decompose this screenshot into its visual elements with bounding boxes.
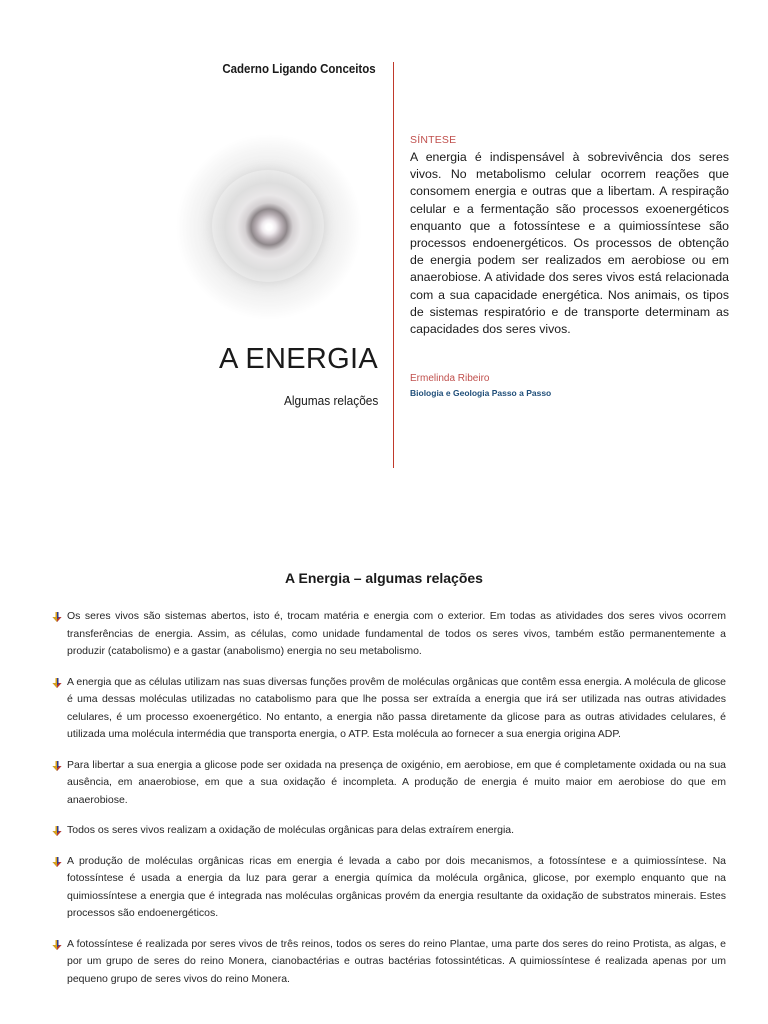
arrow-down-bullet-icon bbox=[51, 825, 63, 837]
list-item-text: A energia que as células utilizam nas suas diversas funções provêm de moléculas orgânicas que contêm essa energia. A molécula de glicose é uma dessas moléculas utilizadas no catabolismo para que lhe possa ser extraída a energia que irá ser utilizada nas outras atividades celulares, é um processo exoenergético. No entanto, a energia não passa diretamente da glicose para as outras atividades celulares, é utilizada uma molécula intermédia que transporta energia, o ATP. Esta molécula ao fornecer a sua energia origina ADP. bbox=[67, 675, 726, 740]
list-item bbox=[50, 822, 726, 840]
bullet-list bbox=[50, 608, 726, 1001]
list-item-text: A fotossíntese é realizada por seres vivos de três reinos, todos os seres do reino Plantae, uma parte dos seres do reino Protista, as algas, e por um grupo de seres do reino Monera, cianobactérias e outras bactérias fotossintéticas. A quimiossíntese é realizada apenas por um pequeno grupo de seres vivos do reino Monera. bbox=[67, 937, 726, 985]
synthesis-source: Biologia e Geologia Passo a Passo bbox=[410, 388, 552, 398]
list-item-text: A produção de moléculas orgânicas ricas em energia é levada a cabo por dois mecanismos, a fotossíntese e a quimiossíntese. Na fotossíntese é usada a energia da luz para gerar a energia química da molécula orgânica, glicose, por exemplo enquanto que na quimiossíntese a energia que é integrada nas moléculas orgânicas provém da energia resultante da oxidação de substratos minerais. Estes processos são endoenergéticos. bbox=[67, 854, 726, 919]
list-item-text: Os seres vivos são sistemas abertos, isto é, trocam matéria e energia com o exterior. Em todas as atividades dos seres vivos ocorrem transferências de energia. Assim, as células, como unidade fundamental de todos os seres vivos, também estão permanentemente a produzir (catabolismo) e a gastar (anabolismo) energia no seu metabolismo. bbox=[67, 610, 726, 657]
synthesis-text: A energia é indispensável à sobrevivência dos seres vivos. No metabolismo celular ocorrem reações que consomem energia e outras que a libertam. A respiração celular e a fermentação são processos exoenergéticos enquanto que a fotossíntese e a quimiossíntese são processos endoenergéticos. Os processos de obtenção de energia podem ser realizados em aerobiose ou em anaerobiose. A atividade dos seres vivos está relacionada com a sua capacidade energética. Nos animais, os tipos de sistemas respiratório e de transporte determinam as capacidades dos seres vivos. bbox=[410, 150, 729, 337]
document-title: A Energia – algumas relações bbox=[285, 570, 483, 586]
arrow-down-bullet-icon bbox=[51, 677, 63, 689]
cover-divider bbox=[393, 62, 394, 468]
arrow-down-bullet-icon bbox=[51, 760, 63, 772]
list-item bbox=[50, 936, 726, 989]
cover-orb-ring bbox=[212, 170, 324, 282]
arrow-down-bullet-icon bbox=[51, 856, 63, 868]
list-item bbox=[50, 674, 726, 744]
list-item bbox=[50, 853, 726, 923]
arrow-down-bullet-icon bbox=[51, 939, 63, 951]
list-item bbox=[50, 608, 726, 661]
synthesis-label: SÍNTESE bbox=[410, 134, 457, 146]
synthesis-author: Ermelinda Ribeiro bbox=[410, 373, 490, 384]
cover-header: Caderno Ligando Conceitos bbox=[222, 62, 376, 76]
list-item-text: Para libertar a sua energia a glicose pode ser oxidada na presença de oxigénio, em aerobiose, em que é completamente oxidada ou na sua ausência, em anaerobiose, em que a sua oxidação é incompleta. A produção de energia é muito maior em aerobiose do que em anaerobiose. bbox=[67, 758, 726, 806]
cover-subtitle: Algumas relações bbox=[283, 394, 378, 408]
list-item-text: Todos os seres vivos realizam a oxidação de moléculas orgânicas para delas extraírem energia. bbox=[67, 824, 515, 836]
arrow-down-bullet-icon bbox=[51, 611, 63, 623]
list-item bbox=[50, 757, 726, 810]
cover-title: A ENERGIA bbox=[218, 343, 378, 375]
